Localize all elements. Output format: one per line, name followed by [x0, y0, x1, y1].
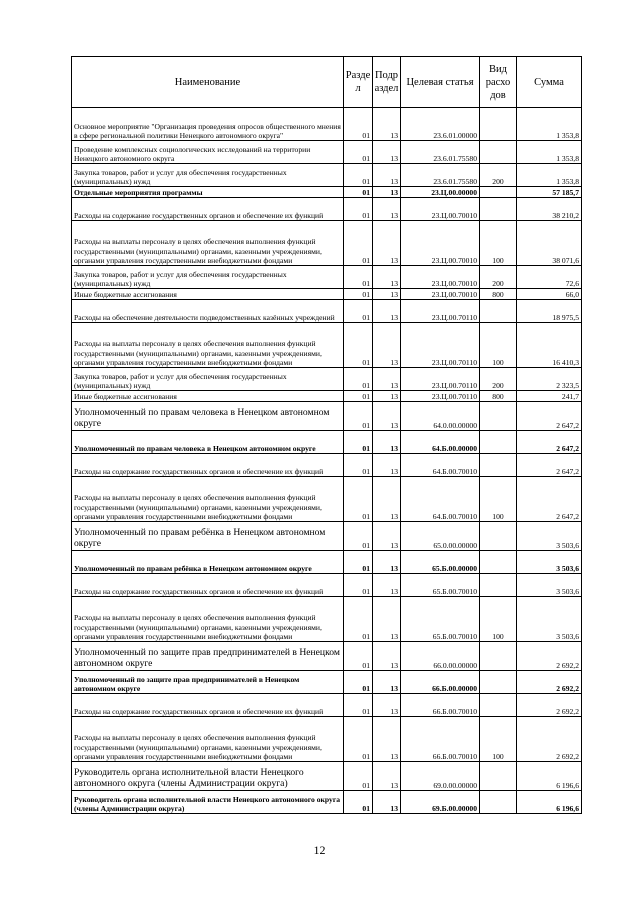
cell-name: Расходы на выплаты персоналу в целях обеспечения выполнения функций государственными (муниципальными) органами, казенными учреждениями, органами управления государственными внебюджетными фондами	[72, 323, 344, 368]
table-row	[72, 323, 582, 368]
cell-razdel: 01	[344, 198, 373, 221]
header-razdel: Разде л	[344, 57, 373, 108]
cell-razdel: 01	[344, 221, 373, 266]
cell-name: Расходы на выплаты персоналу в целях обеспечения выполнения функций государственными (муниципальными) органами, казенными учреждениями, органами управления государственными внебюджетными фондами	[72, 717, 344, 762]
cell-csr: 64.Б.00.00000	[401, 431, 480, 454]
cell-razdel: 01	[344, 141, 373, 164]
cell-name: Проведение комплексных социологических исследований на территории Ненецкого автономного округа	[72, 141, 344, 164]
cell-vr: 100	[480, 597, 517, 642]
cell-vr: 800	[480, 289, 517, 300]
cell-sum: 2 692,2	[517, 717, 582, 762]
cell-sum: 18 975,5	[517, 300, 582, 323]
cell-razdel: 01	[344, 391, 373, 402]
cell-csr: 69.Б.00.00000	[401, 791, 480, 814]
cell-podrazdel: 13	[373, 574, 401, 597]
cell-razdel: 01	[344, 108, 373, 141]
cell-podrazdel: 13	[373, 431, 401, 454]
header-name: Наименование	[72, 57, 344, 108]
table-row	[72, 198, 582, 221]
cell-name: Отдельные мероприятия программы	[72, 187, 344, 198]
table-row	[72, 477, 582, 522]
cell-vr	[480, 108, 517, 141]
cell-podrazdel: 13	[373, 551, 401, 574]
cell-sum: 2 692,2	[517, 671, 582, 694]
cell-podrazdel: 13	[373, 368, 401, 391]
cell-name: Расходы на содержание государственных органов и обеспечение их функций	[72, 198, 344, 221]
table-row	[72, 791, 582, 814]
cell-csr: 23.Ц.00.70110	[401, 368, 480, 391]
cell-name: Основное мероприятие "Организация проведения опросов общественного мнения в сфере региональной политики Ненецкого автономного округа"	[72, 108, 344, 141]
cell-name: Расходы на обеспечение деятельности подведомственных казённых учреждений	[72, 300, 344, 323]
cell-sum: 3 503,6	[517, 574, 582, 597]
cell-csr: 23.Ц.00.70110	[401, 323, 480, 368]
cell-sum: 241,7	[517, 391, 582, 402]
cell-csr: 23.Ц.00.70010	[401, 198, 480, 221]
cell-podrazdel: 13	[373, 300, 401, 323]
cell-sum: 6 196,6	[517, 762, 582, 791]
table-row	[72, 141, 582, 164]
table-row	[72, 187, 582, 198]
cell-csr: 23.Ц.00.70010	[401, 221, 480, 266]
cell-podrazdel: 13	[373, 762, 401, 791]
cell-sum: 38 071,6	[517, 221, 582, 266]
cell-razdel: 01	[344, 300, 373, 323]
cell-vr	[480, 762, 517, 791]
cell-sum: 2 647,2	[517, 402, 582, 431]
cell-razdel: 01	[344, 597, 373, 642]
cell-sum: 2 692,2	[517, 642, 582, 671]
table-row	[72, 642, 582, 671]
cell-name: Закупка товаров, работ и услуг для обеспечения государственных (муниципальных) нужд	[72, 266, 344, 289]
cell-podrazdel: 13	[373, 198, 401, 221]
cell-podrazdel: 13	[373, 694, 401, 717]
header-sum: Сумма	[517, 57, 582, 108]
cell-name: Расходы на содержание государственных органов и обеспечение их функций	[72, 454, 344, 477]
cell-name: Уполномоченный по правам ребёнка в Ненецком автономном округе	[72, 522, 344, 551]
cell-sum: 6 196,6	[517, 791, 582, 814]
table-row	[72, 551, 582, 574]
table-row	[72, 671, 582, 694]
cell-vr	[480, 642, 517, 671]
cell-sum: 72,6	[517, 266, 582, 289]
cell-name: Расходы на выплаты персоналу в целях обеспечения выполнения функций государственными (муниципальными) органами, казенными учреждениями, органами управления государственными внебюджетными фондами	[72, 597, 344, 642]
cell-vr	[480, 300, 517, 323]
cell-name: Иные бюджетные ассигнования	[72, 289, 344, 300]
cell-podrazdel: 13	[373, 402, 401, 431]
cell-razdel: 01	[344, 671, 373, 694]
table-row	[72, 300, 582, 323]
cell-name: Руководитель органа исполнительной власти Ненецкого автономного округа (члены Администрации округа)	[72, 762, 344, 791]
cell-vr: 200	[480, 266, 517, 289]
cell-vr	[480, 431, 517, 454]
header-vr: Вид расхо дов	[480, 57, 517, 108]
table-row	[72, 402, 582, 431]
cell-name: Расходы на содержание государственных органов и обеспечение их функций	[72, 694, 344, 717]
cell-razdel: 01	[344, 454, 373, 477]
cell-sum: 38 210,2	[517, 198, 582, 221]
cell-vr: 100	[480, 221, 517, 266]
cell-csr: 23.6.01.75580	[401, 141, 480, 164]
cell-vr: 100	[480, 323, 517, 368]
cell-csr: 65.0.00.00000	[401, 522, 480, 551]
cell-vr	[480, 791, 517, 814]
cell-csr: 23.Ц.00.70010	[401, 266, 480, 289]
cell-vr: 200	[480, 164, 517, 187]
cell-sum: 66,0	[517, 289, 582, 300]
cell-razdel: 01	[344, 522, 373, 551]
cell-podrazdel: 13	[373, 477, 401, 522]
cell-vr	[480, 198, 517, 221]
cell-vr	[480, 402, 517, 431]
cell-podrazdel: 13	[373, 141, 401, 164]
table-row	[72, 762, 582, 791]
cell-vr: 200	[480, 368, 517, 391]
cell-name: Закупка товаров, работ и услуг для обеспечения государственных (муниципальных) нужд	[72, 368, 344, 391]
cell-csr: 65.Б.00.00000	[401, 551, 480, 574]
cell-razdel: 01	[344, 323, 373, 368]
cell-name: Уполномоченный по правам человека в Ненецком автономном округе	[72, 402, 344, 431]
cell-csr: 66.0.00.00000	[401, 642, 480, 671]
cell-sum: 2 647,2	[517, 431, 582, 454]
table-row	[72, 391, 582, 402]
cell-name: Уполномоченный по защите прав предпринимателей в Ненецком автономном округе	[72, 671, 344, 694]
header-row	[72, 57, 582, 108]
cell-name: Закупка товаров, работ и услуг для обеспечения государственных (муниципальных) нужд	[72, 164, 344, 187]
cell-vr: 100	[480, 477, 517, 522]
cell-vr	[480, 671, 517, 694]
cell-csr: 23.Ц.00.70110	[401, 300, 480, 323]
table-row	[72, 221, 582, 266]
cell-podrazdel: 13	[373, 323, 401, 368]
cell-podrazdel: 13	[373, 187, 401, 198]
cell-razdel: 01	[344, 762, 373, 791]
cell-podrazdel: 13	[373, 642, 401, 671]
cell-vr: 100	[480, 717, 517, 762]
cell-csr: 23.6.01.75580	[401, 164, 480, 187]
cell-sum: 2 323,5	[517, 368, 582, 391]
header-podrazdel: Подр аздел	[373, 57, 401, 108]
cell-name: Уполномоченный по правам человека в Ненецком автономном округе	[72, 431, 344, 454]
cell-razdel: 01	[344, 402, 373, 431]
cell-csr: 65.Б.00.70010	[401, 597, 480, 642]
cell-name: Уполномоченный по защите прав предпринимателей в Ненецком автономном округе	[72, 642, 344, 671]
cell-razdel: 01	[344, 551, 373, 574]
cell-razdel: 01	[344, 164, 373, 187]
cell-csr: 65.Б.00.70010	[401, 574, 480, 597]
cell-sum: 3 503,6	[517, 597, 582, 642]
cell-name: Расходы на содержание государственных органов и обеспечение их функций	[72, 574, 344, 597]
cell-razdel: 01	[344, 477, 373, 522]
table-row	[72, 717, 582, 762]
cell-razdel: 01	[344, 642, 373, 671]
cell-vr	[480, 694, 517, 717]
table-row	[72, 574, 582, 597]
cell-sum: 1 353,8	[517, 164, 582, 187]
cell-csr: 64.Б.00.70010	[401, 454, 480, 477]
cell-sum: 3 503,6	[517, 551, 582, 574]
cell-vr: 800	[480, 391, 517, 402]
cell-sum: 1 353,8	[517, 141, 582, 164]
table-body	[72, 108, 582, 814]
table-row	[72, 522, 582, 551]
header-csr: Целевая статья	[401, 57, 480, 108]
table-row	[72, 266, 582, 289]
cell-podrazdel: 13	[373, 391, 401, 402]
table-row	[72, 597, 582, 642]
cell-razdel: 01	[344, 431, 373, 454]
cell-sum: 1 353,8	[517, 108, 582, 141]
cell-podrazdel: 13	[373, 522, 401, 551]
cell-name: Уполномоченный по правам ребёнка в Ненецком автономном округе	[72, 551, 344, 574]
table-row	[72, 431, 582, 454]
table-row	[72, 454, 582, 477]
cell-razdel: 01	[344, 717, 373, 762]
cell-razdel: 01	[344, 368, 373, 391]
table-row	[72, 694, 582, 717]
cell-podrazdel: 13	[373, 791, 401, 814]
cell-csr: 64.0.00.00000	[401, 402, 480, 431]
cell-vr	[480, 522, 517, 551]
cell-csr: 23.Ц.00.70110	[401, 391, 480, 402]
cell-name: Руководитель органа исполнительной власти Ненецкого автономного округа (члены Администрации округа)	[72, 791, 344, 814]
cell-sum: 2 692,2	[517, 694, 582, 717]
cell-vr	[480, 141, 517, 164]
cell-csr: 66.Б.00.70010	[401, 694, 480, 717]
budget-table-container	[71, 56, 581, 814]
cell-podrazdel: 13	[373, 108, 401, 141]
cell-name: Расходы на выплаты персоналу в целях обеспечения выполнения функций государственными (муниципальными) органами, казенными учреждениями, органами управления государственными внебюджетными фондами	[72, 221, 344, 266]
budget-table	[71, 56, 582, 814]
cell-sum: 16 410,3	[517, 323, 582, 368]
cell-csr: 69.0.00.00000	[401, 762, 480, 791]
cell-name: Расходы на выплаты персоналу в целях обеспечения выполнения функций государственными (муниципальными) органами, казенными учреждениями, органами управления государственными внебюджетными фондами	[72, 477, 344, 522]
cell-razdel: 01	[344, 289, 373, 300]
cell-razdel: 01	[344, 266, 373, 289]
cell-vr	[480, 574, 517, 597]
cell-sum: 2 647,2	[517, 454, 582, 477]
cell-podrazdel: 13	[373, 164, 401, 187]
page-number: 12	[313, 843, 326, 857]
cell-podrazdel: 13	[373, 454, 401, 477]
cell-razdel: 01	[344, 187, 373, 198]
table-row	[72, 289, 582, 300]
cell-vr	[480, 454, 517, 477]
cell-podrazdel: 13	[373, 221, 401, 266]
table-row	[72, 164, 582, 187]
cell-podrazdel: 13	[373, 597, 401, 642]
cell-csr: 66.Б.00.00000	[401, 671, 480, 694]
cell-podrazdel: 13	[373, 717, 401, 762]
cell-vr	[480, 187, 517, 198]
cell-razdel: 01	[344, 694, 373, 717]
cell-name: Иные бюджетные ассигнования	[72, 391, 344, 402]
cell-csr: 23.6.01.00000	[401, 108, 480, 141]
cell-podrazdel: 13	[373, 266, 401, 289]
cell-sum: 3 503,6	[517, 522, 582, 551]
cell-csr: 64.Б.00.70010	[401, 477, 480, 522]
table-row	[72, 368, 582, 391]
cell-razdel: 01	[344, 791, 373, 814]
cell-csr: 23.Ц.00.70010	[401, 289, 480, 300]
cell-sum: 2 647,2	[517, 477, 582, 522]
cell-podrazdel: 13	[373, 289, 401, 300]
cell-csr: 66.Б.00.70010	[401, 717, 480, 762]
cell-podrazdel: 13	[373, 671, 401, 694]
cell-razdel: 01	[344, 574, 373, 597]
cell-vr	[480, 551, 517, 574]
cell-csr: 23.Ц.00.00000	[401, 187, 480, 198]
table-row	[72, 108, 582, 141]
cell-sum: 57 185,7	[517, 187, 582, 198]
